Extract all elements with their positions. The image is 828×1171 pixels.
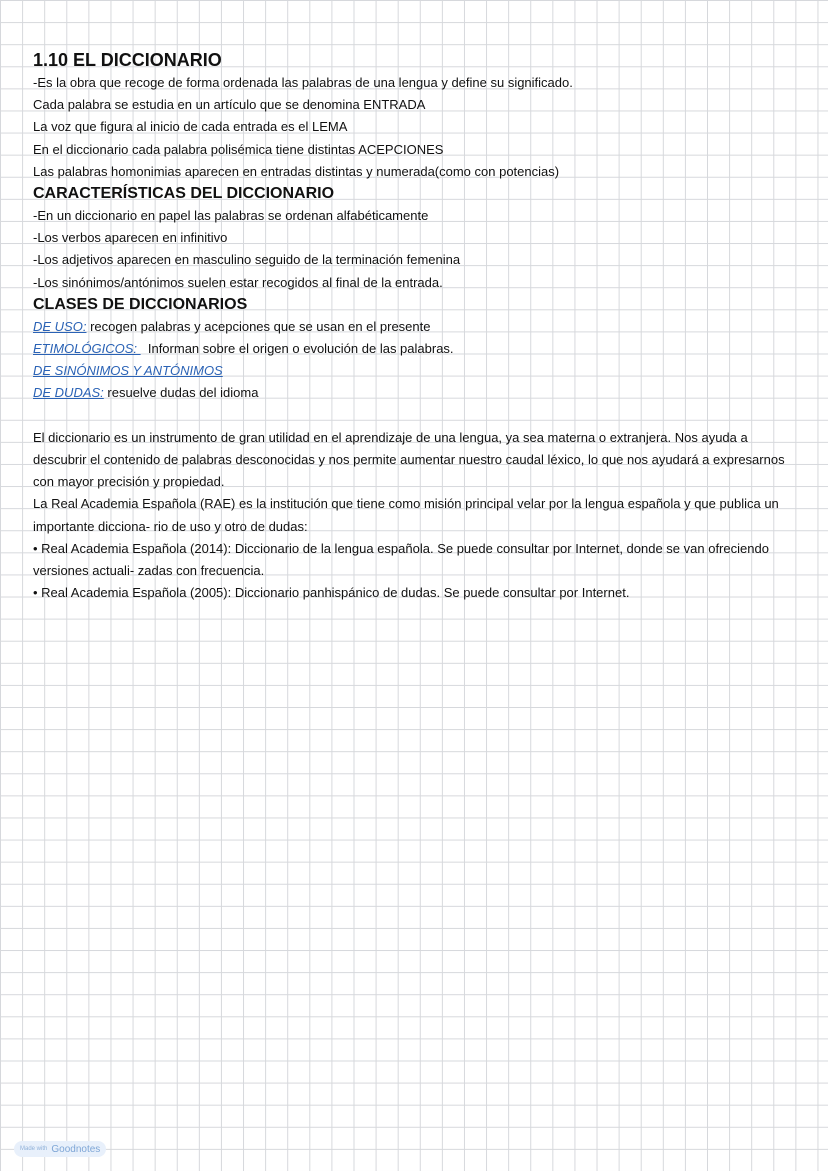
class-item (33, 316, 803, 338)
classes-heading: CLASES DE DICCIONARIOS (33, 295, 248, 313)
intro-line: En el diccionario cada palabra polisémica tiene distintas ACEPCIONES (33, 141, 444, 157)
intro-list (33, 72, 803, 183)
characteristic-item: -En un diccionario en papel las palabras se ordenan alfabéticamente (33, 208, 429, 224)
bullet-paragraph: • Real Academia Española (2014): Diccionario de la lengua española. Se puede consultar por Internet, donde se van ofreciendo versiones actuali- zadas con frecuencia. (33, 540, 769, 579)
spacer (33, 405, 803, 427)
characteristic-item: -Los sinónimos/antónimos suelen estar recogidos al final de la entrada. (33, 274, 443, 290)
class-term: DE USO: (33, 318, 87, 334)
body-text (33, 427, 803, 605)
characteristic-item: -Los adjetivos aparecen en masculino seguido de la terminación femenina (33, 252, 461, 268)
page-title: 1.10 EL DICCIONARIO (33, 50, 222, 70)
note-page (33, 48, 803, 604)
intro-line: Cada palabra se estudia en un artículo que se denomina ENTRADA (33, 97, 426, 113)
class-item (33, 382, 803, 404)
characteristic-item: -Los verbos aparecen en infinitivo (33, 230, 228, 246)
class-description: resuelve dudas del idioma (103, 385, 259, 401)
characteristics-list (33, 205, 803, 294)
paragraph: La Real Academia Española (RAE) es la institución que tiene como misión principal velar por la lengua española y que publica un importante dicciona- rio de uso y otro de dudas: (33, 496, 779, 534)
class-description: recogen palabras y acepciones que se usan en el presente (86, 318, 431, 334)
intro-line: La voz que figura al inicio de cada entrada es el LEMA (33, 119, 348, 135)
intro-line: -Es la obra que recoge de forma ordenada las palabras de una lengua y define su significado. (33, 75, 573, 90)
class-term: ETIMOLÓGICOS: (33, 341, 141, 357)
paragraph: El diccionario es un instrumento de gran utilidad en el aprendizaje de una lengua, ya sea materna o extranjera. Nos ayuda a descubrir el contenido de palabras desconocidas y nos permite aumentar nuestro caudal léxico, lo que nos ayudará a expresarnos con mayor precisión y propiedad. (33, 429, 785, 490)
goodnotes-badge (14, 1141, 106, 1157)
made-with-label: Made with (20, 1146, 48, 1152)
intro-line: Las palabras homonimias aparecen en entradas distintas y numerada(como con potencias) (33, 163, 560, 179)
class-term: DE SINÓNIMOS Y ANTÓNIMOS (33, 363, 223, 379)
classes-list (33, 316, 803, 405)
bullet-paragraph: • Real Academia Española (2005): Diccionario panhispánico de dudas. Se puede consultar por Internet. (33, 585, 630, 601)
characteristics-heading: CARACTERÍSTICAS DEL DICCIONARIO (33, 185, 335, 203)
class-item (33, 338, 803, 360)
class-item (33, 360, 803, 382)
class-description: Informan sobre el origen o evolución de las palabras. (140, 341, 454, 357)
goodnotes-logo: Goodnotes (51, 1143, 101, 1155)
class-term: DE DUDAS: (33, 385, 104, 401)
